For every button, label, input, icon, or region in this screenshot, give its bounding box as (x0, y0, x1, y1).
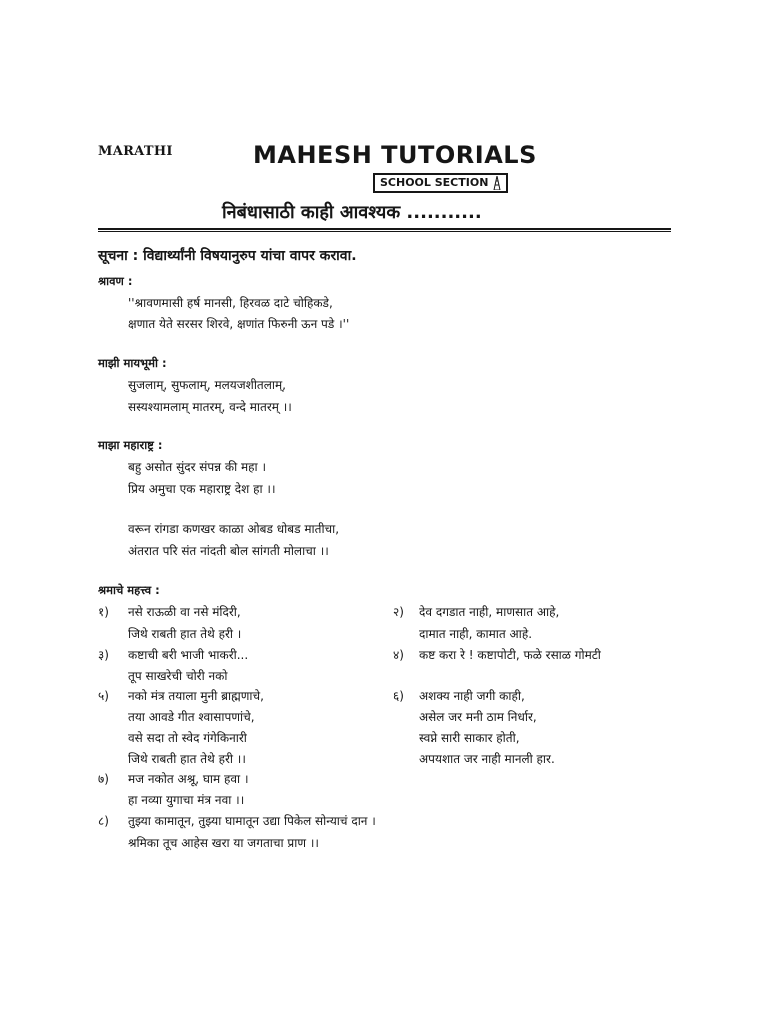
brand-name: MAHESH TUTORIALS (253, 141, 537, 169)
verse-line: जिथे राबती हात तेथे हरी ।। (128, 752, 246, 766)
verse-line: अंतरात परि संत नांदती बोल सांगती मोलाचा ।। (128, 544, 329, 558)
verse-line: तुझ्या कामातून, तुझ्या घामातून उद्या पिकेल सोन्याचं दान । (128, 814, 376, 828)
verse-line: श्रमिका तूच आहेस खरा या जगताचा प्राण ।। (128, 836, 319, 850)
verse-line: प्रिय अमुचा एक महाराष्ट्र देश हा ।। (128, 482, 276, 496)
verse-line: जिथे राबती हात तेथे हरी । (128, 627, 242, 641)
verse-line: अशक्य नाही जगी काही, (419, 689, 525, 703)
verse-line: असेल जर मनी ठाम निर्धार, (419, 710, 537, 724)
verse-line: हा नव्या युगाचा मंत्र नवा ।। (128, 793, 245, 807)
verse-line: स्वप्ने सारी साकार होती, (419, 731, 520, 745)
notice-text: सूचना : विद्यार्थ्यांनी विषयानुरुप यांचा वापर करावा. (98, 248, 357, 264)
title-divider-thin (98, 231, 671, 232)
item-number: ७) (98, 772, 109, 786)
school-section-badge (373, 173, 508, 193)
item-number: ४) (393, 648, 404, 662)
verse-line: दामात नाही, कामात आहे. (419, 627, 533, 641)
section-title-shravan: श्रावण : (98, 274, 133, 288)
section-title-shram: श्रमाचे महत्त्व : (98, 583, 160, 597)
item-number: ३) (98, 648, 109, 662)
verse-line: तूप साखरेची चोरी नको (128, 669, 228, 683)
verse-line: कष्टाची बरी भाजी भाकरी... (128, 648, 249, 662)
item-number: १) (98, 605, 109, 619)
subject-label: MARATHI (98, 144, 173, 159)
verse-line: वसे सदा तो स्वेद गंगेकिनारी (128, 731, 247, 745)
verse-line: बहु असोत सुंदर संपन्न की महा । (128, 460, 267, 474)
verse-line: नको मंत्र तयाला मुनी ब्राह्मणाचे, (128, 689, 264, 703)
verse-line: अपयशात जर नाही मानली हार. (419, 752, 555, 766)
verse-line: क्षणात येते सरसर शिरवे, क्षणांत फिरुनी ऊन पडे ।'' (128, 317, 350, 331)
school-section-label: SCHOOL SECTION (380, 176, 489, 189)
item-number: ५) (98, 689, 109, 703)
section-title-matrubhumi: माझी मायभूमी : (98, 356, 167, 370)
verse-line: वरून रांगडा कणखर काळा ओबड धोबड मातीचा, (128, 522, 340, 536)
title-divider (98, 228, 671, 230)
verse-line: तया आवडे गीत श्वासापणांचे, (128, 710, 255, 724)
item-number: ६) (393, 689, 404, 703)
item-number: ८) (98, 814, 109, 828)
verse-line: देव दगडात नाही, माणसात आहे, (419, 605, 560, 619)
item-number: २) (393, 605, 404, 619)
section-title-maharashtra: माझा महाराष्ट्र : (98, 438, 163, 452)
verse-line: ''श्रावणमासी हर्ष मानसी, हिरवळ दाटे चोहिकडे, (128, 296, 333, 310)
verse-line: सस्यश्यामलाम् मातरम्, वन्दे मातरम् ।। (128, 400, 292, 414)
verse-line: कष्ट करा रे ! कष्टापोटी, फळे रसाळ गोमटी (419, 648, 601, 662)
verse-line: नसे राऊळी वा नसे मंदिरी, (128, 605, 241, 619)
tower-icon (492, 176, 502, 190)
page-title: निबंधासाठी काही आवश्यक ........... (222, 202, 482, 223)
verse-line: सुजलाम्, सुफलाम्, मलयजशीतलाम्, (128, 378, 286, 392)
brand-logo (253, 138, 537, 198)
verse-line: मज नकोत अश्रू, घाम हवा । (128, 772, 249, 786)
